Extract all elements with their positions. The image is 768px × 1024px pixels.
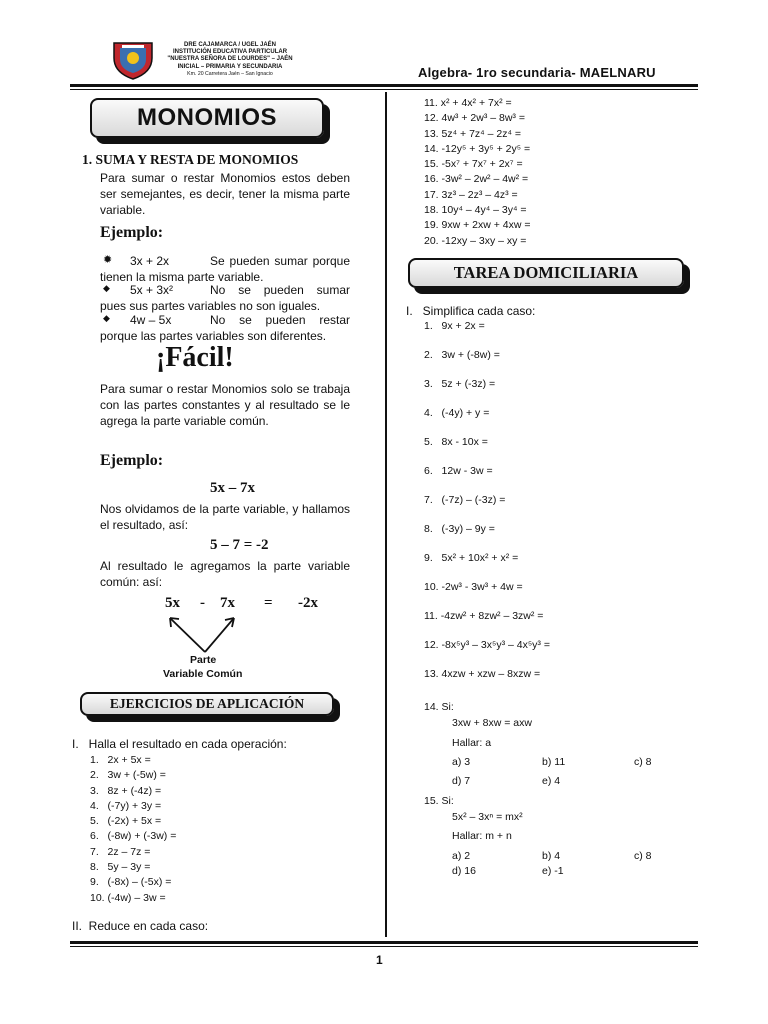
bottom-rule	[70, 941, 698, 944]
example-description: Se pueden sumar porque tienen la misma parte variable.	[100, 254, 350, 284]
exercise-item: 10. (-4w) – 3w =	[90, 891, 166, 904]
homework-item: 6. 12w - 3w =	[424, 465, 493, 477]
exercise-item: 11. x² + 4x² + 7x² =	[424, 97, 512, 109]
part-title: II. Reduce en cada caso:	[72, 919, 209, 933]
exercise-item: 1. 2x + 5x =	[90, 754, 151, 766]
part-title: I. Halla el resultado en cada operación:	[72, 737, 287, 751]
exercise-item: 7. 2z – 7z =	[90, 845, 151, 858]
homework-banner: TAREA DOMICILIARIA	[408, 258, 684, 288]
exercise-list	[424, 96, 531, 249]
exercise-item: 16. -3w² – 2w² – 4w² =	[424, 173, 529, 186]
homework-item: 5. 8x - 10x =	[424, 436, 488, 448]
bottom-rule-thin	[70, 946, 698, 947]
section-heading: 1. SUMA Y RESTA DE MONOMIOS	[82, 152, 299, 167]
page-subtitle: Algebra- 1ro secundaria- MAELNARU	[418, 65, 656, 80]
homework-item: 12. -8x⁵y³ – 3x⁵y³ – 4x⁵y³ =	[424, 639, 550, 651]
title-banner: MONOMIOS	[90, 98, 324, 138]
homework-item: 1. 9x + 2x =	[424, 320, 485, 332]
homework-item: 13. 4xzw + xzw – 8xzw =	[424, 668, 541, 680]
example-label: Ejemplo:	[100, 224, 164, 241]
answer-option: c) 8	[634, 756, 652, 768]
exercise-list	[90, 753, 176, 906]
exercise-item: 2. 3w + (-5w) =	[90, 769, 166, 782]
homework-item: 4. (-4y) + y =	[424, 407, 490, 419]
paragraph: Para sumar o restar Monomios solo se trabaja con las partes constantes y al resultado se le agrega la parte variable común.	[100, 382, 350, 428]
exercise-item: 9. (-8x) – (-5x) =	[90, 876, 172, 889]
top-rule	[70, 84, 698, 87]
exercises-banner: EJERCICIOS DE APLICACIÓN	[80, 692, 334, 716]
exercise-item: 18. 10y⁴ – 4y⁴ – 3y⁴ =	[424, 204, 527, 217]
final-result: -2x	[298, 595, 318, 611]
paragraph: Nos olvidamos de la parte variable, y hallamos el resultado, así:	[100, 502, 350, 532]
exercise-item: 4. (-7y) + 3y =	[90, 799, 162, 812]
arrows-icon	[160, 610, 250, 660]
exercise-item: 12. 4w³ + 2w³ – 8w³ =	[424, 112, 525, 125]
exercise-item: 13. 5z⁴ + 7z⁴ – 2z⁴ =	[424, 127, 522, 140]
example-description: No se pueden restar porque las partes variables son diferentes.	[100, 313, 350, 343]
question-equation: 3xw + 8xw = axw	[452, 717, 532, 729]
school-logo	[108, 40, 158, 80]
exercise-item: 17. 3z³ – 2z³ – 4z³ =	[424, 188, 518, 201]
question-ask: Hallar: m + n	[452, 830, 512, 842]
exercise-item: 19. 9xw + 2xw + 4xw =	[424, 219, 531, 232]
answer-option: b) 4	[542, 850, 561, 862]
homework-item: 11. -4zw² + 8zw² – 3zw² =	[424, 610, 544, 622]
exercise-item: 6. (-8w) + (-3w) =	[90, 830, 177, 843]
answer-option: b) 11	[542, 756, 566, 768]
school-line: INICIAL – PRIMARIA Y SECUNDARIA	[177, 63, 283, 70]
easy-heading: ¡Fácil!	[156, 342, 234, 373]
arrow-label: Parte	[190, 654, 217, 666]
homework-item: 2. 3w + (-8w) =	[424, 349, 500, 361]
example-expression: 4w – 5x	[130, 313, 172, 327]
homework-item: 7. (-7z) – (-3z) =	[424, 494, 506, 506]
column-divider	[385, 92, 387, 937]
page-number: 1	[376, 953, 383, 967]
bullet-icon: ◆	[103, 313, 110, 323]
answer-option: d) 16	[452, 865, 476, 877]
school-line: DRE CAJAMARCA / UGEL JAÉN	[183, 42, 276, 48]
example-expression: 3x + 2x	[130, 254, 170, 268]
top-rule-thin	[70, 89, 698, 90]
question-ask: Hallar: a	[452, 737, 492, 749]
paragraph: Para sumar o restar Monomios estos deben ser semejantes, es decir, tener la misma parte variable.	[100, 171, 350, 217]
exercise-item: 15. -5x⁷ + 7x⁷ + 2x⁷ =	[424, 158, 523, 171]
answer-option: e) 4	[542, 775, 561, 787]
school-line: INSTITUCIÓN EDUCATIVA PARTICULAR	[172, 49, 288, 56]
exercise-item: 5. (-2x) + 5x =	[90, 815, 162, 828]
answer-option: a) 2	[452, 850, 471, 862]
math-expression: 5x – 7x	[210, 480, 255, 496]
answer-option: d) 7	[452, 775, 471, 787]
example-expression: 5x + 3x²	[130, 283, 174, 297]
answer-option: e) -1	[542, 865, 564, 877]
school-name-block	[160, 42, 300, 78]
homework-item: 10. -2w³ - 3w³ + 4w =	[424, 581, 523, 593]
final-term: 5x	[165, 595, 180, 611]
bullet-icon: ◆	[103, 283, 110, 293]
school-line: Km. 20 Carretera Jaén – San Ignacio	[187, 70, 273, 77]
question-label: 14. Si:	[424, 701, 454, 713]
example-description: No se pueden sumar pues sus partes variables no son iguales.	[100, 283, 350, 313]
homework-list	[424, 319, 550, 696]
math-expression: 5 – 7 = -2	[210, 537, 269, 553]
final-operator: -	[200, 595, 205, 611]
exercise-item: 8. 5y – 3y =	[90, 861, 151, 874]
paragraph: Al resultado le agregamos la parte variable común: así:	[100, 559, 350, 589]
exercise-item: 20. -12xy – 3xy – xy =	[424, 234, 527, 247]
exercise-item: 3. 8z + (-4z) =	[90, 784, 162, 797]
final-equals: =	[264, 595, 273, 611]
example-label: Ejemplo:	[100, 452, 164, 469]
homework-item: 8. (-3y) – 9y =	[424, 523, 495, 535]
final-term: 7x	[220, 595, 235, 611]
question-equation: 5x² – 3xⁿ = mx²	[452, 811, 523, 823]
school-line: "NUESTRA SEÑORA DE LOURDES" – JAÉN	[167, 56, 293, 63]
answer-option: c) 8	[634, 850, 652, 862]
homework-item: 9. 5x² + 10x² + x² =	[424, 552, 519, 564]
part-title: I. Simplifica cada caso:	[406, 304, 536, 318]
bullet-icon: ✹	[103, 254, 113, 266]
arrow-label: Variable Común	[163, 668, 243, 680]
homework-item: 3. 5z + (-3z) =	[424, 378, 496, 390]
answer-option: a) 3	[452, 756, 471, 768]
question-label: 15. Si:	[424, 795, 454, 807]
exercise-item: 14. -12y⁵ + 3y⁵ + 2y⁵ =	[424, 142, 531, 155]
